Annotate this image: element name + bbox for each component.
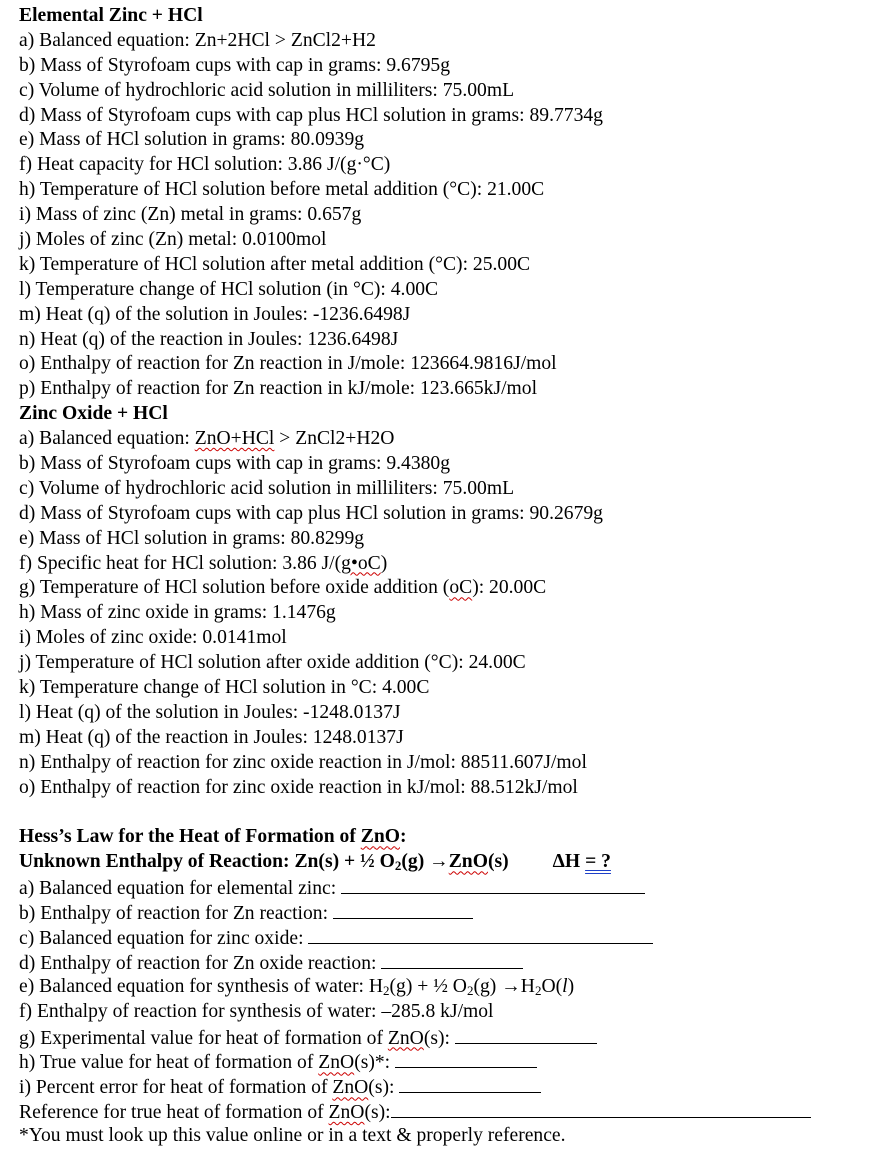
answer-blank[interactable]	[333, 900, 473, 919]
zno-lines-2	[19, 601, 869, 800]
footnote: *You must look up this value online or in a text & properly reference.	[19, 1125, 566, 1147]
hess-line-e: e) Balanced equation for synthesis of water: $H_2(g)$ + ½ $O_2(g) \to H_2O(l)$	[19, 975, 575, 998]
blank-line	[19, 801, 869, 826]
zinc-data-line: k) Temperature of HCl solution after metal addition (°C): 25.00C	[19, 253, 531, 275]
hess-line-g: g) Experimental value for heat of formation of ZnO(s):	[19, 1025, 869, 1050]
spellcheck-underline: ZnO	[387, 1027, 424, 1049]
spellcheck-underline: ZnO	[332, 1077, 369, 1099]
spellcheck-underline: ZnO	[328, 1102, 365, 1124]
zno-data-line: b) Mass of Styrofoam cups with cap in grams: 9.4380g	[19, 453, 451, 475]
zinc-data-line: j) Moles of zinc (Zn) metal: 0.0100mol	[19, 229, 327, 251]
answer-blank[interactable]	[391, 1099, 811, 1118]
arrow-icon: →	[501, 975, 521, 997]
zinc-data-line: b) Mass of Styrofoam cups with cap in grams: 9.6795g	[19, 54, 451, 76]
zinc-oxide-section-title: Zinc Oxide + HCl	[19, 403, 168, 425]
zno-line-a: a) Balanced equation: ZnO+HCl > ZnCl2+H2O	[19, 428, 395, 450]
zno-line-f: f) Specific heat for HCl solution: 3.86 J/(g•oC)	[19, 552, 388, 574]
hess-reference-line: Reference for true heat of formation of ZnO(s):	[19, 1099, 869, 1124]
zno-data-line: m) Heat (q) of the reaction in Joules: 1248.0137J	[19, 726, 404, 748]
zno-data-line: d) Mass of Styrofoam cups with cap plus HCl solution in grams: 90.2679g	[19, 502, 603, 524]
answer-blank[interactable]	[381, 950, 523, 969]
zinc-data-line: f) Heat capacity for HCl solution: 3.86 J/(g·°C)	[19, 154, 391, 176]
zno-data-line: i) Moles of zinc oxide: 0.0141mol	[19, 627, 287, 649]
hess-line-i: i) Percent error for heat of formation of ZnO(s):	[19, 1074, 869, 1099]
spellcheck-underline: ZnO	[448, 851, 488, 873]
answer-blank[interactable]	[395, 1049, 537, 1068]
zno-line-g: g) Temperature of HCl solution before oxide addition (oC): 20.00C	[19, 577, 547, 599]
answer-blank[interactable]	[399, 1074, 541, 1093]
zno-data-line: c) Volume of hydrochloric acid solution in milliliters: 75.00mL	[19, 477, 515, 499]
answer-blank[interactable]	[455, 1025, 597, 1044]
spellcheck-underline: ZnO	[318, 1052, 355, 1074]
zno-data-line: k) Temperature change of HCl solution in °C: 4.00C	[19, 677, 430, 699]
zno-data-line: l) Heat (q) of the solution in Joules: -1248.0137J	[19, 701, 401, 723]
spellcheck-underline: g•oC	[341, 552, 381, 574]
spellcheck-underline: oC	[449, 577, 473, 599]
answer-blank[interactable]	[308, 925, 653, 944]
zinc-data-line: l) Temperature change of HCl solution (in °C): 4.00C	[19, 278, 439, 300]
zinc-data-line: d) Mass of Styrofoam cups with cap plus HCl solution in grams: 89.7734g	[19, 104, 603, 126]
zinc-data-line: n) Heat (q) of the reaction in Joules: 1236.6498J	[19, 328, 399, 350]
document-page	[19, 4, 869, 1149]
zinc-data-line: o) Enthalpy of reaction for Zn reaction in J/mole: 123664.9816J/mol	[19, 353, 557, 375]
hess-unknown-reaction: Unknown Enthalpy of Reaction: Zn(s) + ½ $O_2(g) \to ZnO(s) \Delta H$ = ?	[19, 851, 611, 874]
hess-title: Hess’s Law for the Heat of Formation of ZnO:	[19, 826, 407, 848]
zno-data-line: h) Mass of zinc oxide in grams: 1.1476g	[19, 602, 336, 624]
delta-h-value: = ?	[585, 851, 611, 873]
hess-line-f: f) Enthalpy of reaction for synthesis of water: –285.8 kJ/mol	[19, 1000, 494, 1022]
hess-line-d: d) Enthalpy of reaction for Zn oxide reaction:	[19, 950, 869, 975]
zinc-data-line: c) Volume of hydrochloric acid solution in milliliters: 75.00mL	[19, 79, 515, 101]
zno-data-line: n) Enthalpy of reaction for zinc oxide reaction in J/mol: 88511.607J/mol	[19, 751, 587, 773]
hess-line-c: c) Balanced equation for zinc oxide:	[19, 925, 869, 950]
hess-line-h: h) True value for heat of formation of ZnO(s)*:	[19, 1049, 869, 1074]
zno-data-line: e) Mass of HCl solution in grams: 80.8299g	[19, 527, 365, 549]
zno-data-line: j) Temperature of HCl solution after oxide addition (°C): 24.00C	[19, 652, 526, 674]
spellcheck-underline: ZnO	[360, 826, 400, 848]
arrow-icon: →	[429, 851, 449, 873]
zinc-section-title: Elemental Zinc + HCl	[19, 5, 203, 26]
hess-line-b: b) Enthalpy of reaction for Zn reaction:	[19, 900, 869, 925]
zinc-data-line: h) Temperature of HCl solution before metal addition (°C): 21.00C	[19, 179, 545, 201]
zinc-data-line: p) Enthalpy of reaction for Zn reaction in kJ/mole: 123.665kJ/mol	[19, 378, 538, 400]
zinc-data-line: a) Balanced equation: Zn+2HCl > ZnCl2+H2	[19, 29, 376, 51]
zinc-data-line: e) Mass of HCl solution in grams: 80.0939g	[19, 129, 365, 151]
zno-lines	[19, 452, 869, 552]
zinc-data-line: i) Mass of zinc (Zn) metal in grams: 0.657g	[19, 204, 362, 226]
hess-line-a: a) Balanced equation for elemental zinc:	[19, 875, 869, 900]
answer-blank[interactable]	[341, 875, 645, 894]
zinc-data-line: m) Heat (q) of the solution in Joules: -1236.6498J	[19, 303, 411, 325]
zinc-lines	[19, 29, 869, 402]
spellcheck-underline: ZnO+HCl	[194, 428, 275, 450]
zno-data-line: o) Enthalpy of reaction for zinc oxide reaction in kJ/mol: 88.512kJ/mol	[19, 776, 578, 798]
